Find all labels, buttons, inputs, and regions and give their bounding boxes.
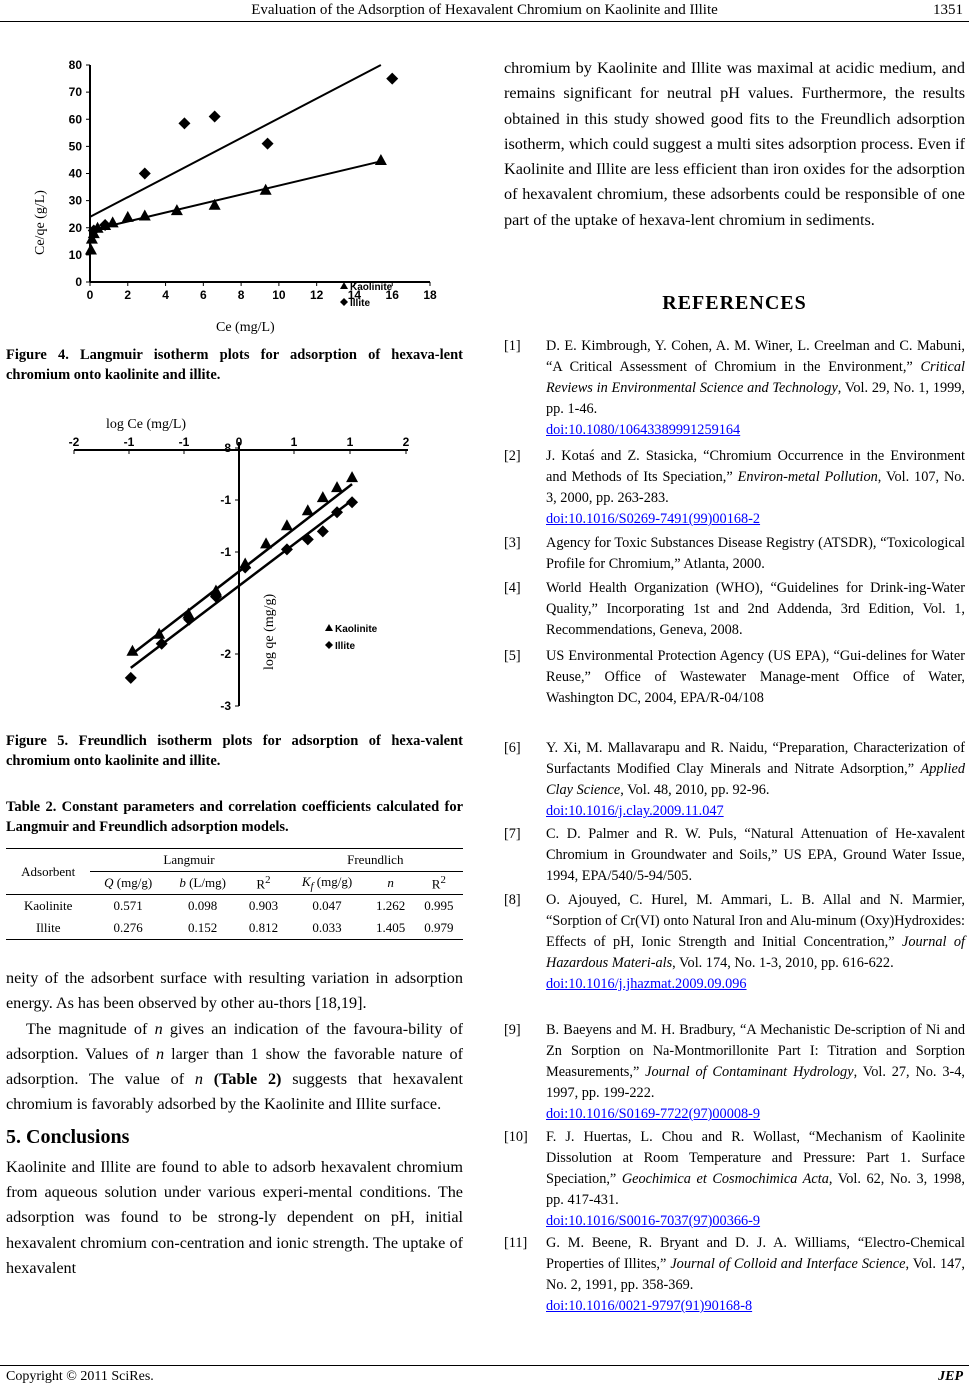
- copyright: Copyright © 2011 SciRes.: [6, 1369, 154, 1384]
- table-row: Kaolinite 0.571 0.098 0.903 0.047 1.262 0.995: [24, 898, 454, 913]
- legend-triangle-icon: [340, 282, 348, 289]
- fig4-y-tick-label: 40: [68, 166, 82, 181]
- fig4-point: [262, 138, 274, 150]
- reference-item: [5] US Environmental Protection Agency (US EPA), “Gui-delines for Water Reuse,” Office of Wastewater Manage-ment Office of Water, Washington DC, 2004, EPA/R-04/108: [504, 648, 965, 706]
- fig5-x-tick-label: 1: [346, 435, 354, 449]
- fig4-ylabel-text: Ce/qe (g/L): [33, 190, 48, 255]
- fig4-x-tick-label: 16: [385, 288, 399, 302]
- fig4-y-tick-label: 60: [68, 112, 82, 127]
- fig5-xlabel: log Ce (mg/L): [106, 417, 187, 432]
- fig5-x-tick-label: -2: [68, 435, 80, 449]
- doi-link[interactable]: doi:10.1016/j.jhazmat.2009.09.096: [546, 976, 747, 992]
- doi-link[interactable]: doi:10.1016/0021-9797(91)90168-8: [546, 1298, 753, 1314]
- fig4-point: [139, 168, 151, 180]
- fig4-y-tick-label: 0: [75, 275, 82, 289]
- fig5-point: [331, 481, 343, 492]
- page-header: [0, 0, 969, 22]
- journal-abbrev: JEP: [938, 1369, 963, 1384]
- reference-item: [2] J. Kotaś and Z. Stasicka, “Chromium Occurrence in the Environment and Methods of Its Speciation,” Environ-metal Pollution, Vol. 107, No. 3, 2000, pp. 263-283. doi:10.1016/S0269-7491(99)00168-2: [504, 448, 966, 527]
- reference-number: [8]: [504, 892, 521, 908]
- doi-link[interactable]: doi:10.1016/S0016-7037(97)00366-9: [546, 1213, 761, 1229]
- fig5-legend-illite: Illite: [335, 641, 356, 652]
- left-body-text: [6, 966, 463, 1281]
- fig4-point: [178, 117, 190, 129]
- fig5-x-tick-label: -1: [123, 435, 135, 449]
- reference-number: [9]: [504, 1022, 521, 1038]
- fig5-x-tick-label: 0: [235, 435, 243, 449]
- fig4-point: [375, 154, 387, 165]
- header-r2-langmuir: $R^2$: [256, 873, 271, 892]
- page-number: 1351: [933, 2, 963, 18]
- fig4-y-tick-label: 50: [68, 139, 82, 154]
- doi-link[interactable]: doi:10.1080/10643389991259164: [546, 422, 741, 438]
- header-rule: [0, 21, 969, 22]
- fig5-legend-kaolinite: Kaolinite: [335, 624, 378, 635]
- fig5-point: [260, 537, 272, 548]
- fig5-point: [317, 491, 329, 502]
- header-r2-freundlich: $R^2$: [431, 873, 446, 892]
- fig4-y-tick-label: 80: [68, 58, 82, 72]
- table-2: [6, 848, 463, 940]
- paragraph: The magnitude of n gives an indication of the favoura-bility of adsorption. Values of n larger than 1 show the favorable nature of adsorption. The value of n (Table 2) suggests that hexavalent chromium is favorably adsorbed by the Kaolinite and Illite surface.: [6, 1019, 463, 1114]
- header-kf: $K_f$ (mg/g): [301, 873, 353, 893]
- fig4-y-tick-label: 10: [68, 247, 82, 262]
- reference-number: [3]: [504, 535, 521, 551]
- paragraph: neity of the adsorbent surface with resulting variation in adsorption energy. As has been observed by other au-thors [18,19].: [6, 969, 463, 1013]
- fig4-y-tick-label: 30: [68, 193, 82, 208]
- paragraph: chromium by Kaolinite and Illite was maximal at acidic medium, and remains significant for neutral pH values. Furthermore, the results obtained in this study showed good fits to the Freundlich adsorption isotherm, which could suggest a multi sites adsorption process. Even if Kaolinite and Illite are less efficient than iron oxides for the adsorption of hexavalent chromium, these adsorbents could be responsible of one part of the uptake of hexava-lent chromium in sediments.: [504, 59, 965, 229]
- fig5-x-tick-label: 1: [290, 435, 298, 449]
- fig5-y-tick-label: 8: [224, 441, 231, 455]
- fig4-x-tick-label: 4: [162, 288, 169, 302]
- reference-item: [7] C. D. Palmer and R. W. Puls, “Natural Attenuation of He-xavalent Chromium in Groundwater and Soils,” US EPA, Ground Water Issue, 1994, EPA/540/5-94/505.: [504, 826, 965, 884]
- legend-triangle-icon: [325, 624, 333, 631]
- fig4-x-tick-label: 8: [237, 288, 245, 302]
- references-heading: REFERENCES: [662, 292, 807, 314]
- reference-item: [9] B. Baeyens and M. H. Bradbury, “A Mechanistic De-scription of Ni and Zn Sorption on Na-Montmorillonite Part I: Titration and Sorption Measurements,” Journal of Contaminant Hydrology, Vol. 27, No. 3-4, 1997, pp. 199-222. doi:10.1016/S0169-7722(97)00008-9: [504, 1022, 965, 1122]
- header-n: n: [387, 875, 394, 890]
- fig4-x-tick-label: 14: [347, 288, 362, 302]
- figure-5-caption: Figure 5. Freundlich isotherm plots for adsorption of hexa-valent chromium onto kaolinite and illite.: [6, 733, 463, 769]
- fig5-point: [281, 519, 293, 530]
- figure-4-caption: Figure 4. Langmuir isotherm plots for adsorption of hexava-lent chromium onto kaolinite and illite.: [6, 347, 463, 383]
- figure-4-chart: [30, 50, 450, 335]
- fig5-y-tick-label: -3: [220, 699, 231, 713]
- fig4-point: [139, 210, 151, 221]
- fig4-fit-line: [90, 65, 381, 217]
- fig4-x-tick-label: 18: [423, 288, 437, 302]
- reference-item: [11] G. M. Beene, R. Bryant and D. J. A. Williams, “Electro-Chemical Properties of Illites,” Journal of Colloid and Interface Science, Vol. 147, No. 2, 1991, pp. 358-369. doi:10.1016/0021-9797(91)90168-8: [504, 1235, 965, 1314]
- header-b: b (L/mg): [179, 875, 226, 890]
- fig5-y-tick-label: -1: [220, 545, 231, 559]
- fig4-legend-kaolinite: Kaolinite: [350, 282, 393, 293]
- fig4-point: [122, 211, 134, 222]
- fig5-point: [346, 496, 358, 508]
- table-2-caption: Table 2. Constant parameters and correlation coefficients calculated for Langmuir and Freundlich adsorption models.: [6, 799, 463, 835]
- fig4-x-tick-label: 0: [86, 288, 94, 302]
- reference-item: [8] O. Ajouyed, C. Hurel, M. Ammari, L. B. Allal and N. Marmier, “Sorption of Cr(VI) onto Natural Iron and Alu-minum (Oxy)Hydroxides: Effects of pH, Ionic Strength and Initial Concentration,” Journal of Hazardous Materi-als, Vol. 174, No. 1-3, 2010, pp. 616-622. doi:10.1016/j.jhazmat.2009.09.096: [504, 892, 966, 992]
- reference-item: [3] Agency for Toxic Substances Disease Registry (ATSDR), “Toxicological Profile for Chromium,” Atlanta, 2000.: [504, 535, 965, 572]
- reference-item: [10] F. J. Huertas, L. Chou and R. Wollast, “Mechanism of Kaolinite Dissolution at Room Temperature and Pressure: Part 1. Surface Speciation,” Geochimica et Cosmochimica Acta, Vol. 62, No. 3, 1998, pp. 417-431. doi:10.1016/S0016-7037(97)00366-9: [504, 1129, 965, 1229]
- reference-item: [6] Y. Xi, M. Mallavarapu and R. Naidu, “Preparation, Characterization of Surfactants Modified Clay Minerals and Nitrate Adsorption,” Applied Clay Science, Vol. 48, 2010, pp. 92-96. doi:10.1016/j.clay.2009.11.047: [504, 740, 965, 819]
- section-heading: 5. Conclusions: [6, 1125, 130, 1148]
- group-freundlich: Freundlich: [288, 849, 463, 872]
- fig4-x-tick-label: 10: [272, 288, 286, 302]
- reference-number: [2]: [504, 448, 521, 464]
- fig5-point: [302, 533, 314, 545]
- reference-item: [4] World Health Organization (WHO), “Guidelines for Drink-ing-Water Quality,” Incorporating 1st and 2nd Addenda, 3rd Edition, Vol. 1, Recommendations, Geneva, 2008.: [504, 580, 965, 638]
- fig5-point: [125, 672, 137, 684]
- reference-number: [11]: [504, 1235, 528, 1251]
- fig4-point: [209, 111, 221, 123]
- fig4-legend-illite: Illite: [350, 298, 371, 309]
- fig4-x-tick-label: 6: [199, 288, 207, 302]
- fig4-y-tick-label: 70: [68, 85, 82, 100]
- reference-number: [4]: [504, 580, 521, 596]
- fig4-point: [386, 73, 398, 85]
- fig5-point: [317, 525, 329, 537]
- header-q: Q (mg/g): [104, 875, 153, 890]
- fig4-x-tick-label: 12: [309, 288, 324, 302]
- legend-diamond-icon: [325, 641, 333, 649]
- footer-rule: [0, 1365, 969, 1366]
- reference-item: [1] D. E. Kimbrough, Y. Cohen, A. M. Winer, L. Creelman and C. Mabuni, “A Critical Assessment of Chromium in the Environment,” Critical Reviews in Environmental Science and Technology, Vol. 29, No. 1, 1999, pp. 1-46. doi:10.1080/10643389991259164: [504, 338, 965, 438]
- fig4-y-tick-label: 20: [68, 220, 82, 235]
- reference-number: [6]: [504, 740, 521, 756]
- fig4-point: [85, 243, 97, 254]
- reference-number: [1]: [504, 338, 521, 354]
- doi-link[interactable]: doi:10.1016/S0269-7491(99)00168-2: [546, 511, 761, 527]
- table-row: Illite 0.276 0.152 0.812 0.033 1.405 0.979: [6, 917, 463, 940]
- fig5-x-tick-label: -1: [178, 435, 190, 449]
- fig5-y-tick-label: -2: [220, 647, 231, 661]
- fig5-point: [346, 471, 358, 482]
- doi-link[interactable]: doi:10.1016/j.clay.2009.11.047: [546, 803, 724, 819]
- fig5-point: [302, 504, 314, 515]
- fig4-fit-line: [90, 161, 381, 230]
- reference-number: [7]: [504, 826, 521, 842]
- fig5-y-tick-label: -1: [220, 493, 231, 507]
- paragraph: Kaolinite and Illite are found to able to adsorb hexavalent chromium from aqueous solution under various experi-mental conditions. The adsorption was found to be strong-ly dependent on pH, initial hexavalent chromium con-centration and ionic strength. The uptake of hexavalent: [6, 1157, 463, 1277]
- fig4-xlabel: Ce (mg/L): [216, 320, 275, 335]
- fig5-ylabel: log qe (mg/g): [262, 593, 277, 670]
- reference-number: [5]: [504, 648, 521, 664]
- figure-5-chart: [56, 410, 416, 715]
- reference-number: [10]: [504, 1129, 528, 1145]
- group-langmuir: Langmuir: [90, 849, 287, 872]
- fig5-x-tick-label: 2: [402, 435, 410, 449]
- doi-link[interactable]: doi:10.1016/S0169-7722(97)00008-9: [546, 1106, 761, 1122]
- running-title: Evaluation of the Adsorption of Hexavalent Chromium on Kaolinite and Illite: [251, 2, 718, 18]
- fig5-legend: [325, 624, 378, 652]
- col-adsorbent: Adsorbent: [21, 863, 76, 879]
- fig4-ylabel: [33, 190, 48, 255]
- fig4-x-tick-label: 2: [124, 288, 132, 302]
